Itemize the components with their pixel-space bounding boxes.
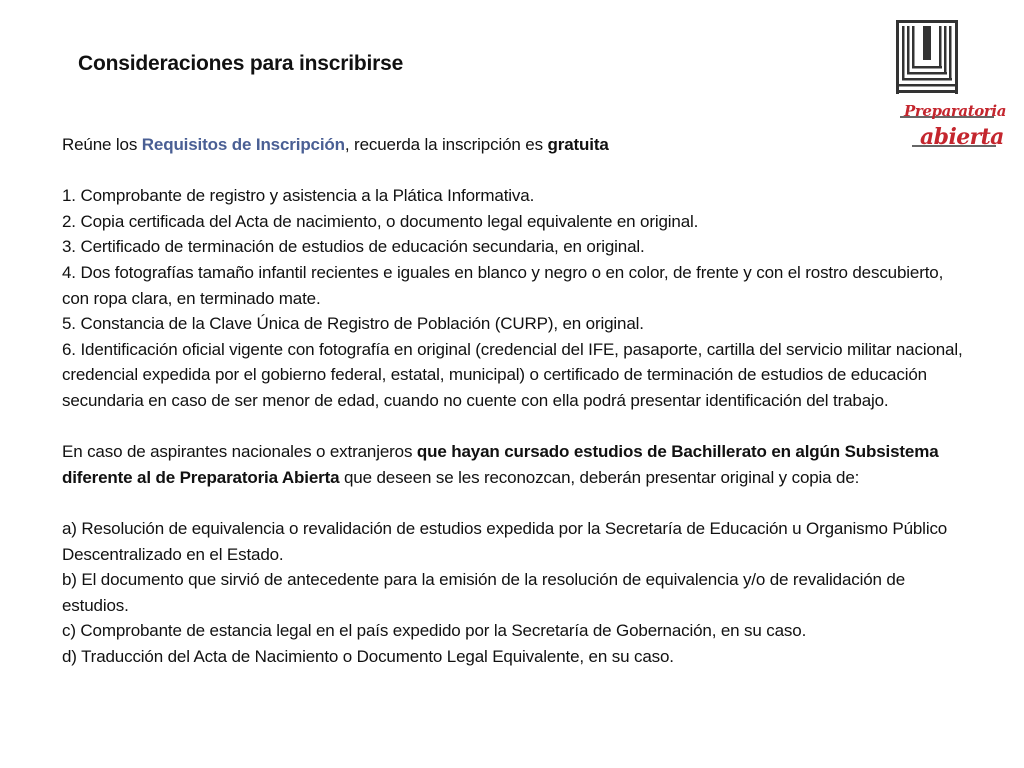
requirement-item: 4. Dos fotografías tamaño infantil recientes e iguales en blanco y negro o en color, de frente y con el rostro descubierto, con ropa clara, en terminado mate. xyxy=(62,262,944,308)
logo-text-abierta: abierta xyxy=(920,124,1004,150)
intro-text: Reúne los xyxy=(62,135,142,154)
foreign-applicants-paragraph xyxy=(62,439,972,490)
document-item: c) Comprobante de estancia legal en el país expedido por la Secretaría de Gobernación, en su caso. xyxy=(62,621,807,641)
foreign-bold: que hayan cursado estudios de Bachillerato en algún Subsistema diferente al de Preparatoria Abierta xyxy=(62,442,939,487)
requirement-item: 6. Identificación oficial vigente con fotografía en original (credencial del IFE, pasaporte, cartilla del servicio militar nacional, credencial expedida por el gobierno federal, estatal, municipal) o certificado de terminación de estudios de educación secundaria en caso de ser menor de edad, cuando no cuente con ella podrá presentar identificación del trabajo. xyxy=(62,339,963,410)
intro-text-cont: , recuerda la inscripción es xyxy=(344,135,548,154)
content-body xyxy=(62,132,972,669)
document-item: b) El documento que sirvió de antecedente para la emisión de la resolución de equivalencia y/o de revalidación de estudios. xyxy=(62,570,906,615)
requisitos-highlight: Requisitos de Inscripción xyxy=(141,135,345,154)
requirement-item: 3. Certificado de terminación de estudios de educación secundaria, en original. xyxy=(62,237,645,257)
document-item: a) Resolución de equivalencia o revalidación de estudios expedida por la Secretaría de Educación u Organismo Público Descentralizado en el Estado. xyxy=(62,518,948,564)
slide-title: Consideraciones para inscribirse xyxy=(78,52,404,75)
logo-text-preparatoria: Preparatoria xyxy=(904,102,1007,120)
requirement-item: 2. Copia certificada del Acta de nacimiento, o documento legal equivalente en original. xyxy=(62,211,699,231)
gratuita-bold: gratuita xyxy=(547,135,609,154)
document-item: d) Traducción del Acta de Nacimiento o Documento Legal Equivalente, en su caso. xyxy=(62,646,674,666)
foreign-text-cont: que deseen se les reconozcan, deberán presentar original y copia de: xyxy=(339,467,860,487)
foreign-text: En caso de aspirantes nacionales o extranjeros xyxy=(62,442,417,462)
requirement-item: 5. Constancia de la Clave Única de Registro de Población (CURP), en original. xyxy=(62,314,644,334)
requirement-item: 1. Comprobante de registro y asistencia a la Plática Informativa. xyxy=(62,186,535,206)
intro-paragraph xyxy=(62,132,972,158)
